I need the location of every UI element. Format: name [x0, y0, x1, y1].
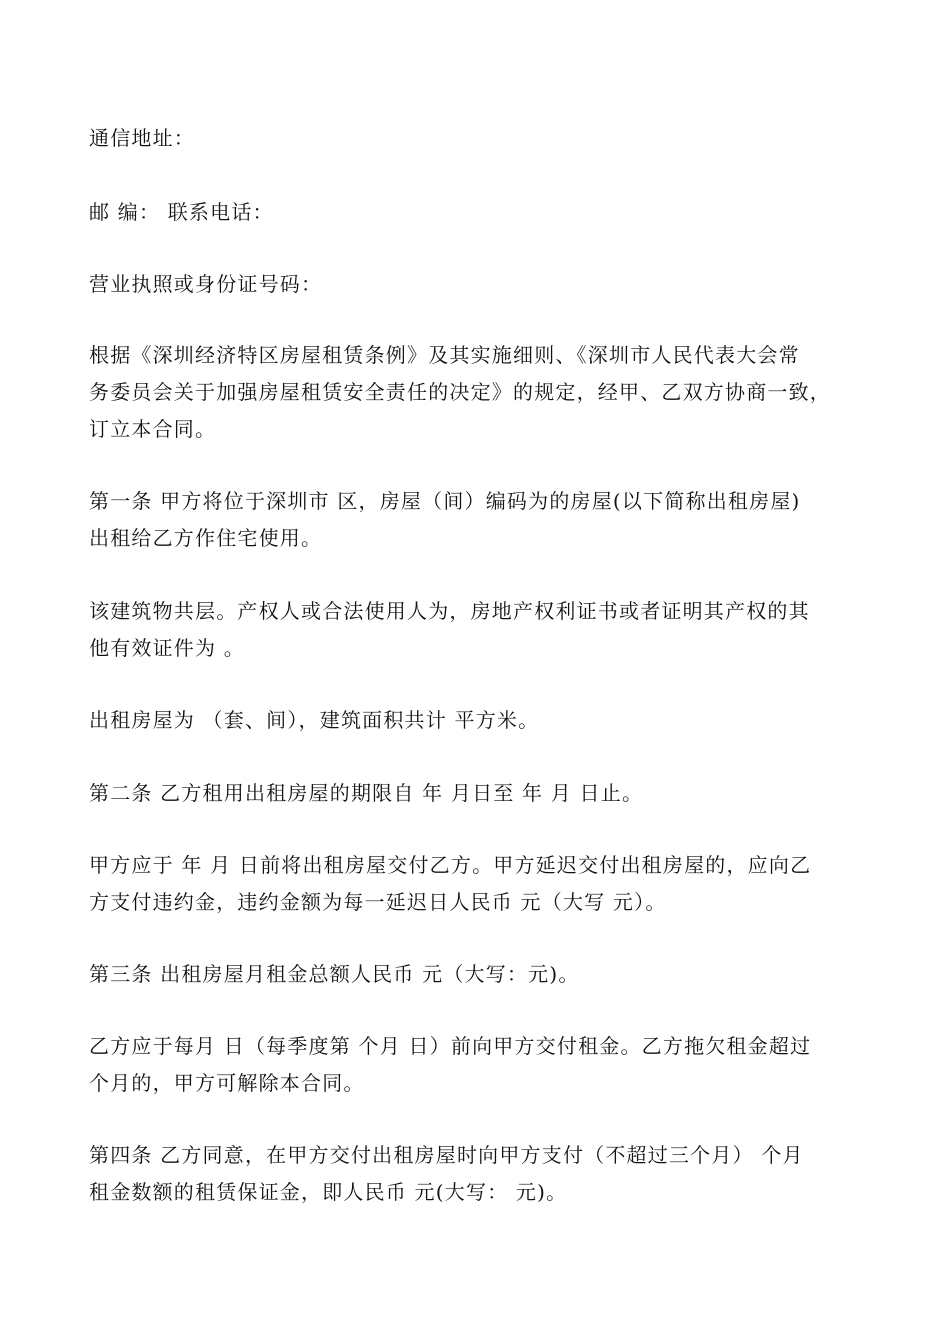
- paragraph-line: 务委员会关于加强房屋租赁安全责任的决定》的规定，经甲、乙双方协商一致，: [89, 380, 831, 404]
- postcode-phone-line: [89, 194, 869, 231]
- article-4-paragraph: [89, 1137, 869, 1211]
- paragraph-line: 邮 编： 联系电话：: [89, 200, 274, 224]
- paragraph-line: 该建筑物共层。产权人或合法使用人为，房地产权利证书或者证明其产权的其: [89, 599, 810, 623]
- paragraph-line: 订立本合同。: [89, 417, 217, 441]
- paragraph-line: 方支付违约金，违约金额为每一延迟日人民币 元（大写 元）。: [89, 890, 667, 914]
- article-1-paragraph: [89, 483, 869, 557]
- paragraph-line: 第二条 乙方租用出租房屋的期限自 年 月日至 年 月 日止。: [89, 781, 644, 805]
- paragraph-line: 第三条 出租房屋月租金总额人民币 元（大写：元)。: [89, 962, 580, 986]
- paragraph-line: 第四条 乙方同意，在甲方交付出租房屋时向甲方支付（不超过三个月） 个月: [89, 1143, 804, 1167]
- paragraph-line: 出租给乙方作住宅使用。: [89, 526, 323, 550]
- rental-unit-line: [89, 702, 869, 739]
- paragraph-line: 乙方应于每月 日（每季度第 个月 日）前向甲方交付租金。乙方拖欠租金超过: [89, 1034, 812, 1058]
- paragraph-line: 租金数额的租赁保证金，即人民币 元(大写： 元)。: [89, 1180, 568, 1204]
- rent-payment-paragraph: [89, 1028, 869, 1102]
- preamble-paragraph: [89, 337, 869, 448]
- paragraph-line: 他有效证件为 。: [89, 636, 245, 660]
- building-info-paragraph: [89, 593, 869, 667]
- paragraph-line: 出租房屋为 （套、间），建筑面积共计 平方米。: [89, 708, 540, 732]
- paragraph-line: 第一条 甲方将位于深圳市 区，房屋（间）编码为的房屋(以下简称出租房屋): [89, 489, 801, 513]
- license-id-line: [89, 266, 869, 303]
- article-2-line: [89, 775, 869, 812]
- mailing-address-line: [89, 120, 869, 157]
- article-3-line: [89, 956, 869, 993]
- paragraph-line: 个月的，甲方可解除本合同。: [89, 1071, 365, 1095]
- paragraph-line: 通信地址：: [89, 126, 195, 150]
- paragraph-line: 根据《深圳经济特区房屋租赁条例》及其实施细则、《深圳市人民代表大会常: [89, 343, 800, 367]
- delivery-paragraph: [89, 847, 869, 921]
- paragraph-line: 营业执照或身份证号码：: [89, 272, 323, 296]
- paragraph-line: 甲方应于 年 月 日前将出租房屋交付乙方。甲方延迟交付出租房屋的，应向乙: [89, 853, 812, 877]
